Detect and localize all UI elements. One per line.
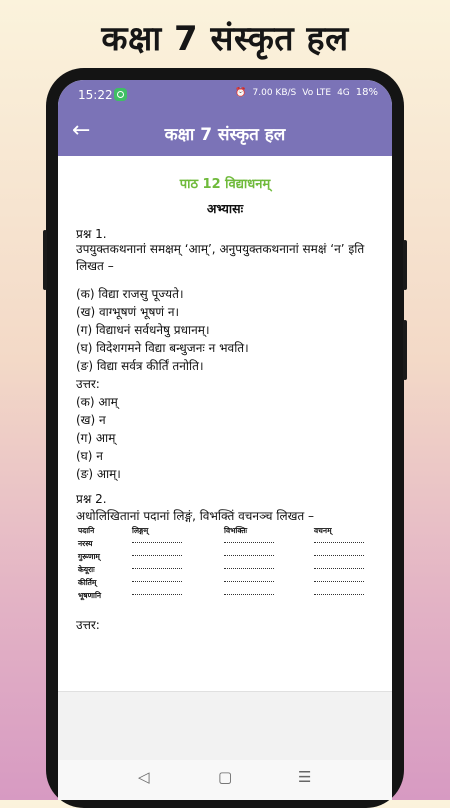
table-header: लिङ्गम् <box>132 526 149 535</box>
table-header: पदानि <box>78 526 95 535</box>
table-word: भूषणानि <box>78 591 102 600</box>
table-header-row <box>78 526 374 536</box>
nav-back-icon[interactable]: ◁ <box>138 768 150 786</box>
question-1-label: प्रश्न 1. <box>76 227 107 241</box>
table-header: वचनम् <box>314 526 332 535</box>
answer-item: (घ) न <box>76 449 103 463</box>
app-bar <box>58 110 392 156</box>
navigation-bar <box>58 760 392 800</box>
app-bar-title: कक्षा 7 संस्कृत हल <box>164 125 286 145</box>
status-indicators <box>235 87 378 98</box>
answer-item: (ग) आम् <box>76 431 116 445</box>
section-title: अभ्यासः <box>206 201 244 216</box>
question-1-item: (ख) वाग्भूषणं भूषणं न। <box>76 305 180 319</box>
answer-label: उत्तर: <box>76 618 100 632</box>
answer-label: उत्तर: <box>76 377 100 391</box>
nav-menu-icon[interactable]: ☰ <box>298 768 312 786</box>
question-2-text: अधोलिखितानां पदानां लिङ्गं, विभक्तिं वचनञ्च लिखत – <box>76 509 315 523</box>
answer-item: (क) आम् <box>76 395 118 409</box>
table-row <box>78 578 374 588</box>
power-button <box>403 240 407 290</box>
whatsapp-notification-icon <box>114 88 127 101</box>
signal-icon: 4G <box>337 87 350 98</box>
table-row <box>78 591 374 601</box>
lesson-title: पाठ 12 विद्याधनम् <box>179 177 271 192</box>
word-table-image <box>78 526 374 606</box>
volte-indicator: Vo LTE <box>302 87 332 98</box>
question-2-label: प्रश्न 2. <box>76 492 107 506</box>
answer-item: (ख) न <box>76 413 106 427</box>
status-bar <box>58 80 392 110</box>
content-footer <box>58 692 392 760</box>
battery-percent: 18% <box>355 87 378 98</box>
table-row <box>78 539 374 549</box>
table-word: कीर्तिम् <box>78 578 97 587</box>
status-time: 15:22 <box>78 88 113 102</box>
question-1-item: (घ) विदेशगमने विद्या बन्धुजनः न भवति। <box>76 341 249 355</box>
table-word: गुरूणाम् <box>78 552 100 561</box>
network-speed: 7.00 KB/S <box>252 87 297 98</box>
answer-item: (ङ) आम्। <box>76 467 121 481</box>
question-1-item: (ङ) विद्या सर्वत्र कीर्तिं तनोति। <box>76 359 204 373</box>
side-button <box>403 320 407 380</box>
table-word: नरस्य <box>78 539 93 548</box>
question-1-text: उपयुक्तकथनानां समक्षम् ‘आम्’, अनुपयुक्तकथनानां समक्षं ‘न’ इति लिखत – <box>76 242 365 273</box>
promo-title: कक्षा 7 संस्कृत हल <box>101 19 349 59</box>
question-1-item: (क) विद्या राजसु पूज्यते। <box>76 287 184 301</box>
question-1-item: (ग) विद्याधनं सर्वधनेषु प्रधानम्। <box>76 323 210 337</box>
alarm-icon: ⏰ <box>235 87 247 98</box>
table-row <box>78 565 374 575</box>
volume-button <box>43 230 47 290</box>
table-row <box>78 552 374 562</box>
table-word: केयूराः <box>78 565 95 574</box>
nav-home-icon[interactable]: ▢ <box>218 768 233 786</box>
phone-screen <box>58 80 392 800</box>
table-header: विभक्तिः <box>224 526 248 535</box>
back-arrow-icon[interactable]: ← <box>72 118 91 143</box>
lesson-content[interactable] <box>58 156 392 692</box>
